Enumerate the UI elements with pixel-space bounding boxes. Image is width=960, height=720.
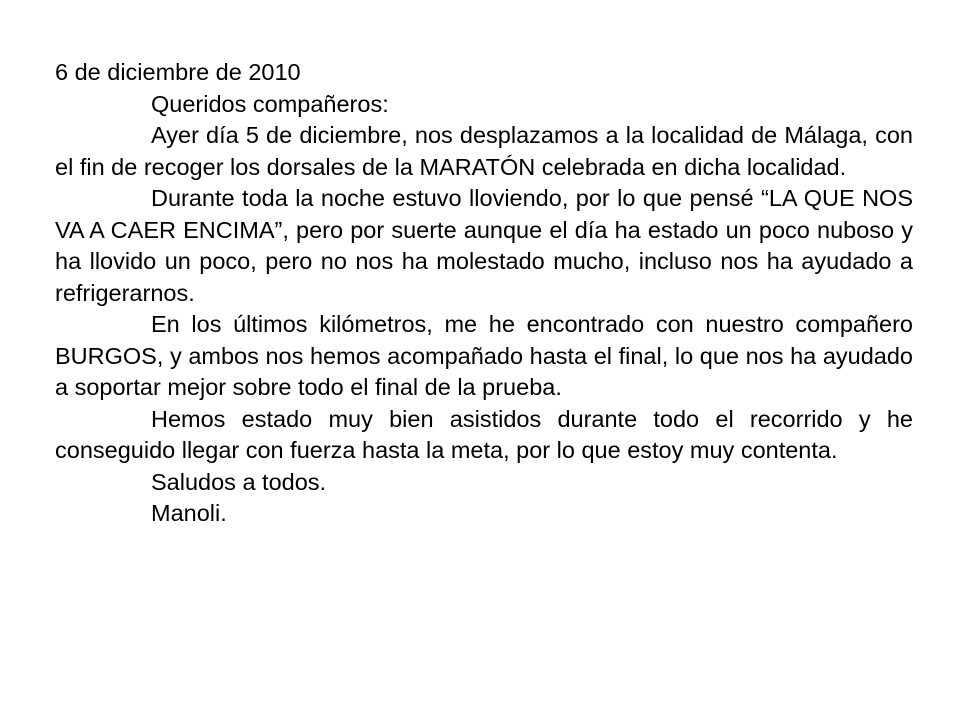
letter-body: [55, 57, 913, 530]
letter-closing: Saludos a todos.: [151, 468, 327, 495]
letter-paragraph: Ayer día 5 de diciembre, nos desplazamos a la localidad de Málaga, con el fin de recoger los dorsales de la MARATÓN celebrada en dicha localidad.: [55, 122, 913, 180]
letter-paragraph: En los últimos kilómetros, me he encontrado con nuestro compañero BURGOS, y ambos nos hemos acompañado hasta el final, lo que nos ha ayudado a soportar mejor sobre todo el final de la prueba.: [55, 311, 913, 400]
letter-paragraph: Hemos estado muy bien asistidos durante todo el recorrido y he conseguido llegar con fuerza hasta la meta, por lo que estoy muy contenta.: [55, 405, 913, 463]
letter-paragraph: Durante toda la noche estuvo lloviendo, por lo que pensé “LA QUE NOS VA A CAER ENCIMA”, pero por suerte aunque el día ha estado un poco nuboso y ha llovido un poco, pero no nos ha molestado mucho, incluso nos ha ayudado a refrigerarnos.: [55, 185, 913, 306]
letter-greeting: Queridos compañeros:: [151, 90, 389, 117]
letter-date: 6 de diciembre de 2010: [55, 59, 301, 85]
letter-signature: Manoli.: [151, 500, 227, 526]
